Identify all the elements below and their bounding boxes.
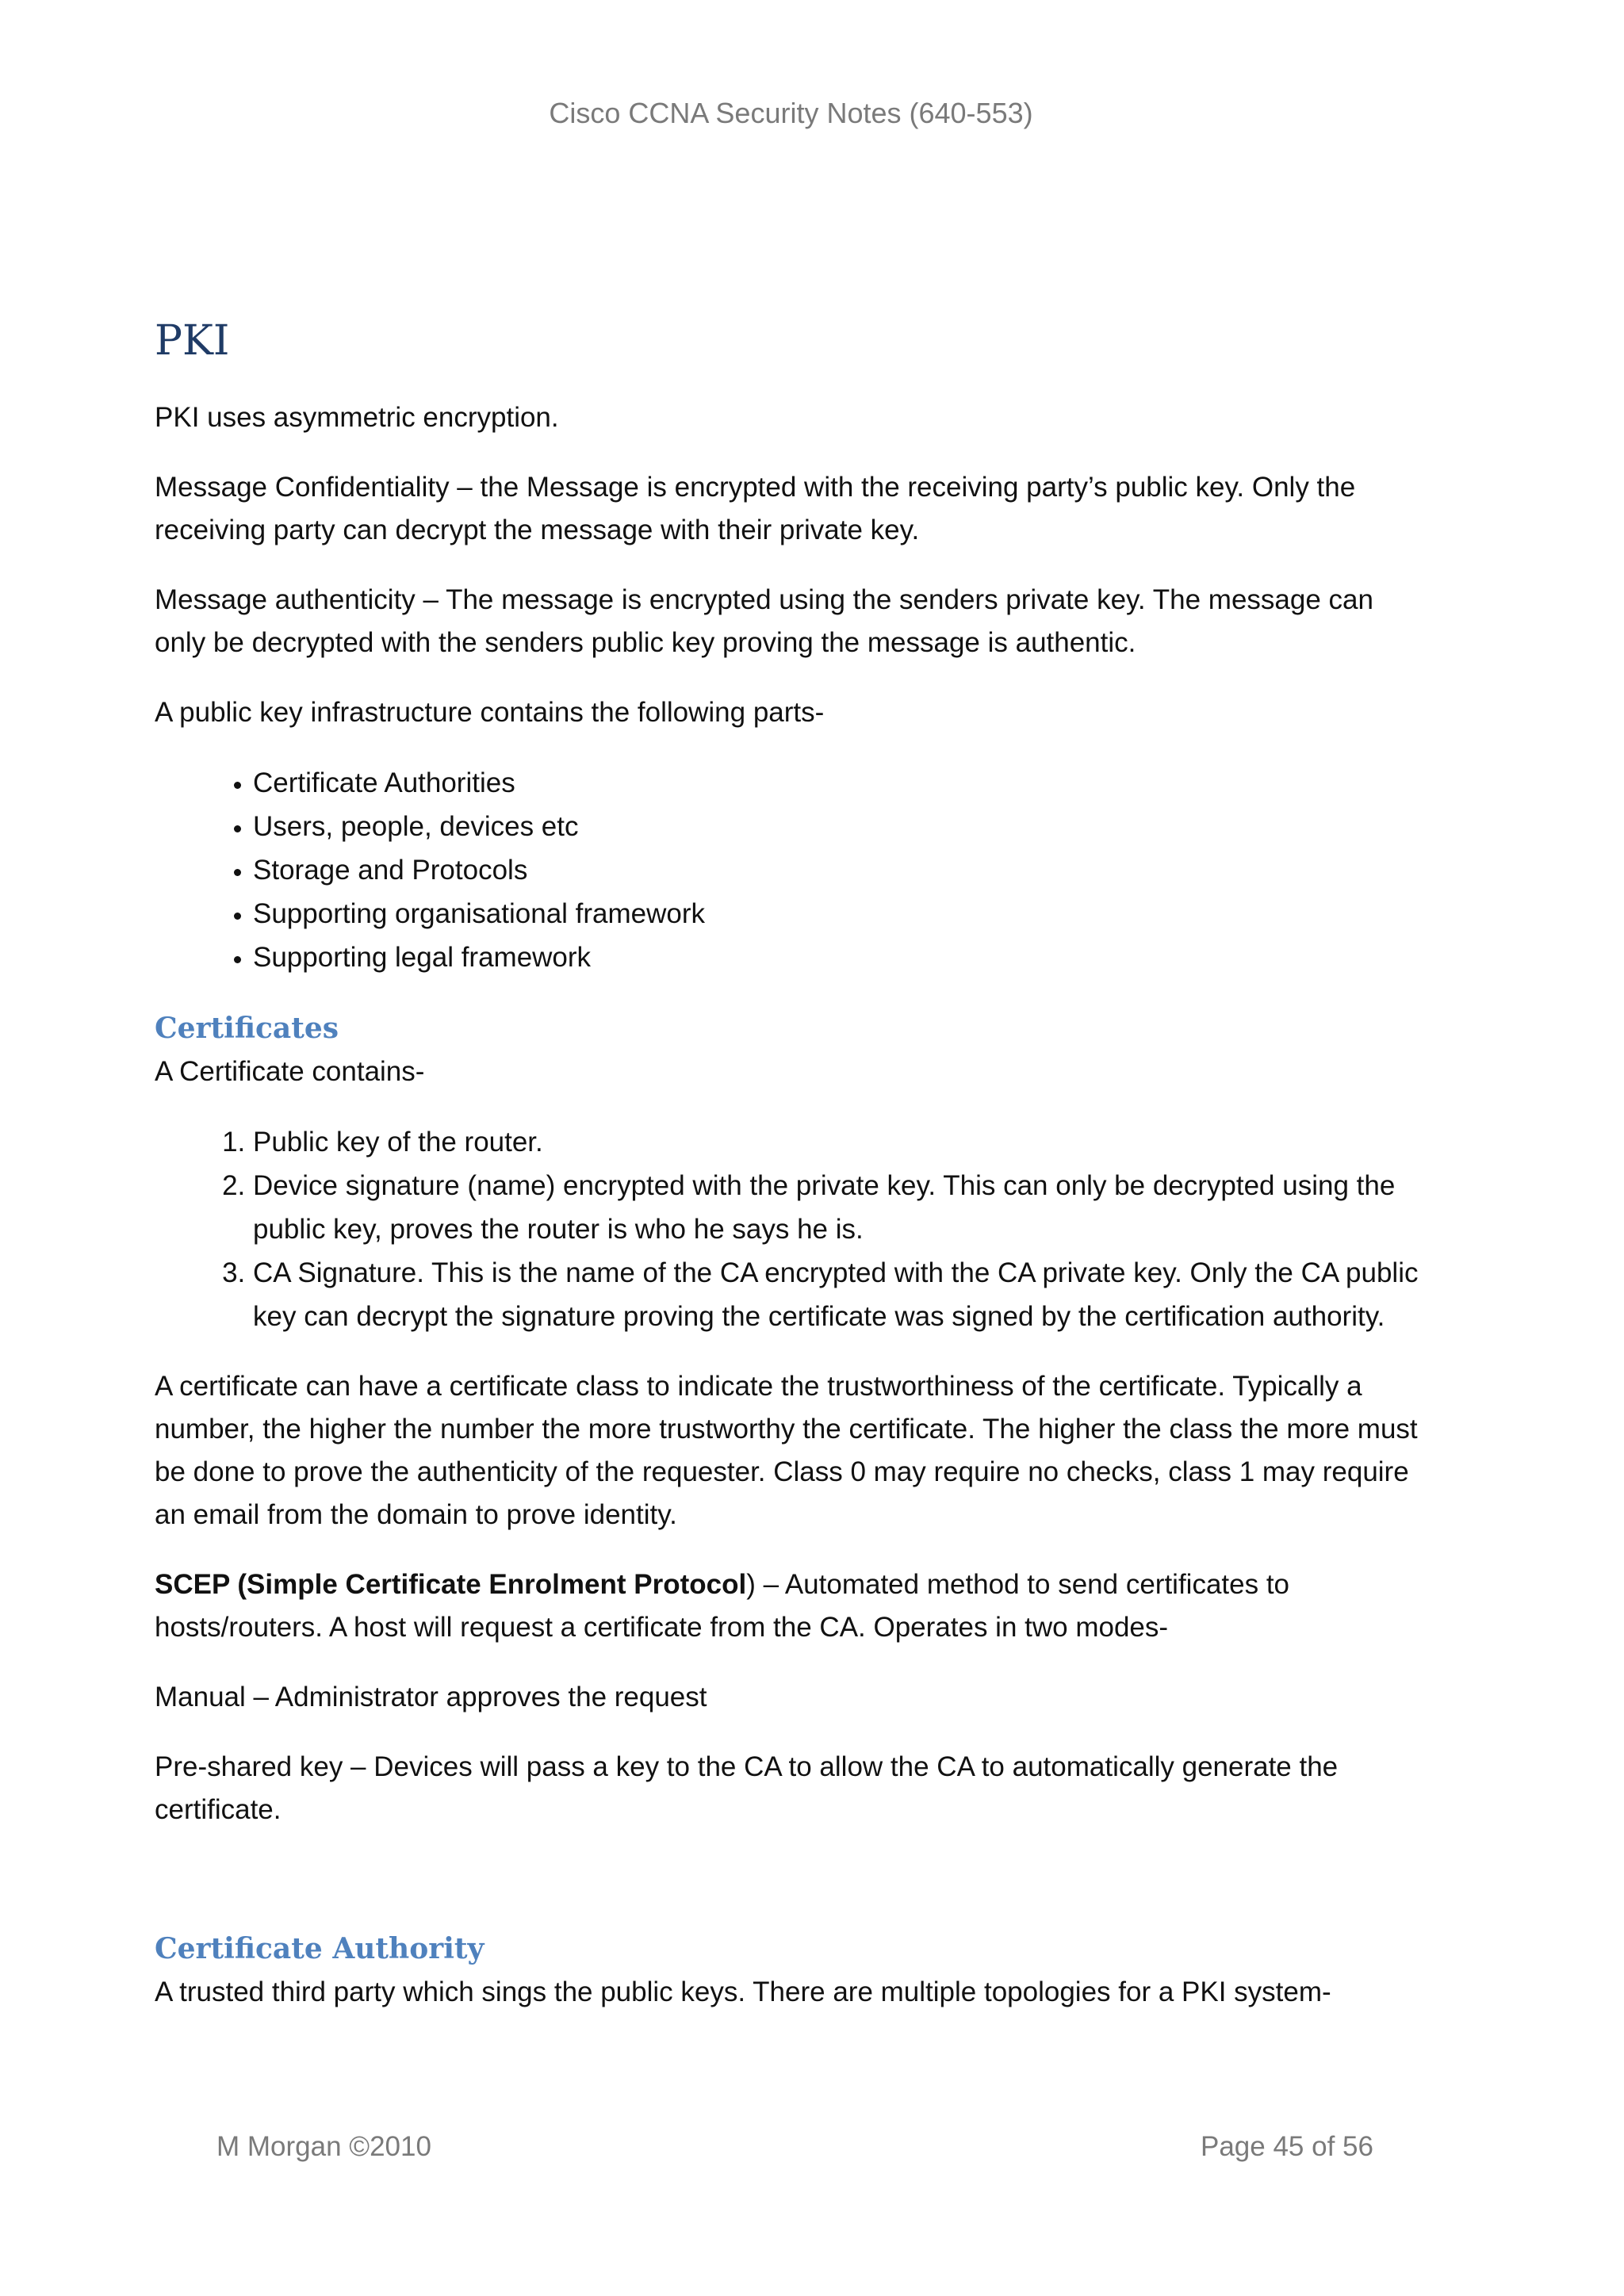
scep-description: ) – Automated method to send certificates to hosts/routers. A host will request a certificate from the CA. Operates in two modes- <box>155 1569 1290 1643</box>
spacer <box>155 1858 1431 1927</box>
list-item: • Supporting legal framework <box>253 936 1431 979</box>
page-content <box>155 309 1431 2041</box>
parts-intro-paragraph: A public key infrastructure contains the following parts- <box>155 697 825 728</box>
certificate-class-paragraph: A certificate can have a certificate class to indicate the trustworthiness of the certificate. Typically a number, the higher the number the more trustworthy the certificate. The higher the class the more must be done to prove the authenticity of the requester. Class 0 may require no checks, class 1 may require an email from the domain to prove identity. <box>155 1371 1418 1530</box>
list-item: • Users, people, devices etc <box>253 805 1431 848</box>
certificates-heading: Certificates <box>155 1012 339 1045</box>
running-header: Cisco CCNA Security Notes (640-553) <box>549 97 1033 129</box>
list-item: • Certificate Authorities <box>253 761 1431 805</box>
pki-parts-list <box>155 761 1431 979</box>
list-item: 3. CA Signature. This is the name of the CA encrypted with the CA private key. Only the CA public key can decrypt the signature proving the certificate was signed by the certification authority. <box>253 1251 1431 1338</box>
section-title-pki: PKI <box>155 317 230 365</box>
confidentiality-paragraph: Message Confidentiality – the Message is encrypted with the receiving party’s public key. Only the receiving party can decrypt the message with their private key. <box>155 472 1356 545</box>
scep-paragraph <box>155 1563 1431 1649</box>
footer-page-number: Page 45 of 56 <box>1201 2131 1373 2162</box>
certificate-contents-list <box>155 1120 1431 1338</box>
list-item: • Supporting organisational framework <box>253 892 1431 936</box>
list-item: • Storage and Protocols <box>253 848 1431 892</box>
manual-mode-paragraph: Manual – Administrator approves the request <box>155 1682 707 1712</box>
list-item: 2. Device signature (name) encrypted with the private key. This can only be decrypted using the public key, proves the router is who he says he is. <box>253 1164 1431 1251</box>
preshared-mode-paragraph: Pre-shared key – Devices will pass a key to the CA to allow the CA to automatically generate the certificate. <box>155 1751 1339 1825</box>
scep-term: SCEP (Simple Certificate Enrolment Protocol <box>155 1569 747 1600</box>
pki-intro-paragraph: PKI uses asymmetric encryption. <box>155 402 559 433</box>
authenticity-paragraph: Message authenticity – The message is encrypted using the senders private key. The message can only be decrypted with the senders public key proving the message is authentic. <box>155 584 1373 658</box>
certificate-authority-heading: Certificate Authority <box>155 1932 485 1965</box>
certificate-contains-paragraph: A Certificate contains- <box>155 1056 425 1087</box>
list-item: 1. Public key of the router. <box>253 1120 1431 1164</box>
certificate-authority-paragraph: A trusted third party which sings the public keys. There are multiple topologies for a PKI system- <box>155 1976 1331 2007</box>
footer-author: M Morgan ©2010 <box>216 2131 431 2162</box>
